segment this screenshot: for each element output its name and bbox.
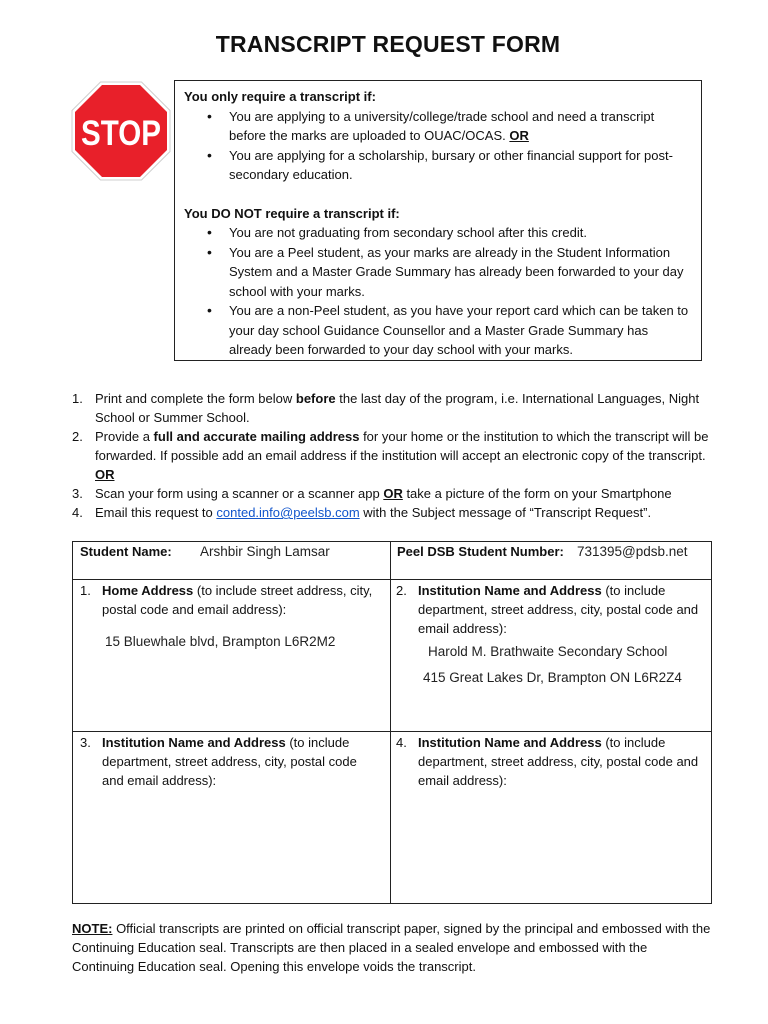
instruction-step: 4. Email this request to conted.info@peelsb.com with the Subject message of “Transcript Request”. bbox=[72, 505, 652, 520]
require-item: • You are applying to a university/college/trade school and need a transcript before the marks are uploaded to OUAC/OCAS. OR bbox=[229, 107, 693, 146]
institution-label-4: Institution Name and Address bbox=[418, 735, 602, 750]
institution-label-2: Institution Name and Address bbox=[418, 583, 602, 598]
institution-field-3[interactable] bbox=[80, 792, 380, 897]
email-link[interactable]: conted.info@peelsb.com bbox=[216, 505, 360, 520]
require-heading: You only require a transcript if: bbox=[184, 89, 376, 104]
page-title: TRANSCRIPT REQUEST FORM bbox=[215, 31, 561, 57]
home-address-field[interactable]: 15 Bluewhale blvd, Brampton L6R2M2 bbox=[105, 634, 336, 649]
instruction-step: 3. Scan your form using a scanner or a scanner app OR take a picture of the form on your Smartphone bbox=[72, 486, 672, 501]
student-name-row bbox=[80, 542, 172, 561]
student-number-label: Peel DSB Student Number: bbox=[397, 544, 564, 559]
note-paragraph: NOTE: Official transcripts are printed on official transcript paper, signed by the principal and embossed with the Continuing Education seal. Transcripts are then placed in a sealed envelope and embossed with the Continuing Education seal. Opening this envelope voids the transcript. bbox=[72, 921, 711, 974]
not-require-item: • You are a Peel student, as your marks are already in the Student Information System and a Master Grade Summary has already been forwarded to your day school with your marks. bbox=[229, 243, 693, 302]
or-emphasis: OR bbox=[509, 128, 529, 143]
home-address-box: 1. Home Address (to include street address, city, postal code and email address): bbox=[80, 583, 373, 617]
institution-field-4[interactable] bbox=[396, 792, 701, 897]
not-require-item: • You are a non-Peel student, as you have your report card which can be taken to your day school Guidance Counsellor and a Master Grade Summary has already been forwarded to your day school with your marks. bbox=[229, 301, 693, 360]
not-require-item: • You are not graduating from secondary school after this credit. bbox=[229, 223, 693, 243]
stop-sign-text: STOP bbox=[81, 114, 161, 153]
institution-address-field-2[interactable]: 415 Great Lakes Dr, Brampton ON L6R2Z4 bbox=[423, 670, 682, 685]
institution-address-box-4: 4. Institution Name and Address (to include department, street address, city, postal code and email address): bbox=[396, 735, 699, 788]
instructions-list bbox=[72, 389, 712, 522]
require-list bbox=[184, 107, 693, 185]
home-address-label: Home Address bbox=[102, 583, 194, 598]
student-name-label: Student Name: bbox=[80, 544, 172, 559]
student-name-field[interactable]: Arshbir Singh Lamsar bbox=[200, 544, 330, 559]
note-label: NOTE: bbox=[72, 921, 113, 936]
instruction-step: 1. Print and complete the form below before the last day of the program, i.e. International Languages, Night School or Summer School. bbox=[72, 391, 700, 425]
instruction-step: 2. Provide a full and accurate mailing address for your home or the institution to which the transcript will be forwarded. If possible add an email address if the institution will accept an electronic copy of the transcript. OR bbox=[72, 429, 709, 482]
institution-address-box-3: 3. Institution Name and Address (to include department, street address, city, postal code and email address): bbox=[80, 735, 357, 788]
request-form-table bbox=[72, 541, 712, 904]
institution-label-3: Institution Name and Address bbox=[102, 735, 286, 750]
require-item: • You are applying for a scholarship, bursary or other financial support for post-secondary education. bbox=[229, 146, 693, 185]
institution-name-field-2[interactable]: Harold M. Brathwaite Secondary School bbox=[428, 644, 668, 659]
not-require-list bbox=[184, 223, 693, 360]
transcript-info-box bbox=[174, 80, 702, 361]
stop-sign-icon bbox=[71, 81, 171, 181]
institution-address-box-2: 2. Institution Name and Address (to include department, street address, city, postal code and email address): bbox=[396, 583, 699, 636]
student-number-field[interactable]: 731395@pdsb.net bbox=[577, 544, 688, 559]
not-require-heading: You DO NOT require a transcript if: bbox=[184, 205, 400, 221]
